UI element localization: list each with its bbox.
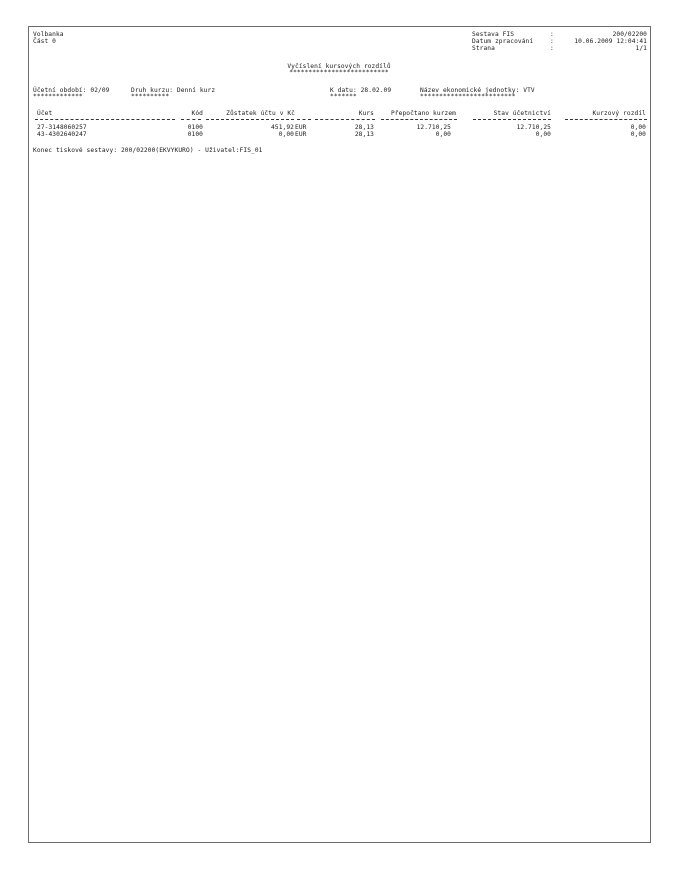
colon: : bbox=[550, 31, 554, 38]
title-underline: ************************** bbox=[289, 69, 389, 76]
report-end-line: Konec tiskové sestavy: 200/02200(EKVYKURO) - Uživatel:FIS_01 bbox=[33, 147, 263, 154]
divider bbox=[381, 119, 457, 120]
divider bbox=[35, 119, 175, 120]
row-code: 0100 bbox=[187, 131, 203, 138]
row-difference: 0,00 bbox=[630, 124, 646, 131]
divider bbox=[473, 119, 551, 120]
row-currency: EUR bbox=[295, 131, 307, 138]
part-label: Část 0 bbox=[33, 38, 56, 45]
divider bbox=[565, 119, 647, 120]
unit-label: Název ekonomické jednotky: VTV bbox=[420, 87, 535, 94]
column-header-balance: Zůstatek účtu v Kč bbox=[226, 110, 295, 117]
page-label: Strana bbox=[472, 45, 495, 52]
colon: : bbox=[550, 38, 554, 45]
date-underline: ******* bbox=[330, 93, 357, 100]
row-ledger: 12.710,25 bbox=[516, 124, 551, 131]
page-number-value: 1/1 bbox=[635, 45, 647, 52]
processing-date-value: 10.06.2009 12:04:41 bbox=[574, 38, 647, 45]
column-header-rate: Kurs bbox=[358, 110, 374, 117]
row-ledger: 0,00 bbox=[535, 131, 551, 138]
row-difference: 0,00 bbox=[630, 131, 646, 138]
column-header-difference: Kurzový rozdíl bbox=[592, 110, 646, 117]
report-id-value: 200/02200 bbox=[612, 31, 647, 38]
column-header-ledger: Stav účetnictví bbox=[493, 110, 551, 117]
processing-date-label: Datum zpracování bbox=[472, 38, 534, 45]
divider bbox=[206, 119, 294, 120]
row-account: 27-3148060257 bbox=[37, 124, 87, 131]
row-currency: EUR bbox=[295, 124, 307, 131]
report-page bbox=[28, 26, 651, 843]
date-label: K datu: 28.02.09 bbox=[330, 87, 392, 94]
colon: : bbox=[550, 45, 554, 52]
row-rate: 28,13 bbox=[354, 124, 374, 131]
row-converted: 0,00 bbox=[435, 131, 451, 138]
period-underline: ************* bbox=[33, 93, 83, 100]
rate-type-underline: ********** bbox=[131, 93, 170, 100]
row-balance: 0,00 bbox=[278, 131, 294, 138]
divider bbox=[297, 119, 311, 120]
report-id-label: Sestava FIS bbox=[472, 31, 515, 38]
row-rate: 28,13 bbox=[354, 131, 374, 138]
row-account: 43-4302640247 bbox=[37, 131, 87, 138]
divider bbox=[315, 119, 375, 120]
divider bbox=[181, 119, 201, 120]
column-header-code: Kód bbox=[191, 110, 203, 117]
row-code: 0100 bbox=[187, 124, 203, 131]
report-title: Vyčíslení kursových rozdílů bbox=[287, 63, 391, 70]
row-balance: 451,92 bbox=[271, 124, 294, 131]
bank-name: Volbanka bbox=[33, 31, 64, 38]
row-converted: 12.710,25 bbox=[416, 124, 451, 131]
column-header-converted: Přepočtano kurzem bbox=[390, 110, 456, 117]
rate-type-label: Druh kurzu: Denní kurz bbox=[131, 87, 216, 94]
unit-underline: ************************* bbox=[420, 93, 516, 100]
period-label: Účetní období: 02/09 bbox=[33, 87, 110, 94]
column-header-account: Účet bbox=[37, 110, 53, 117]
